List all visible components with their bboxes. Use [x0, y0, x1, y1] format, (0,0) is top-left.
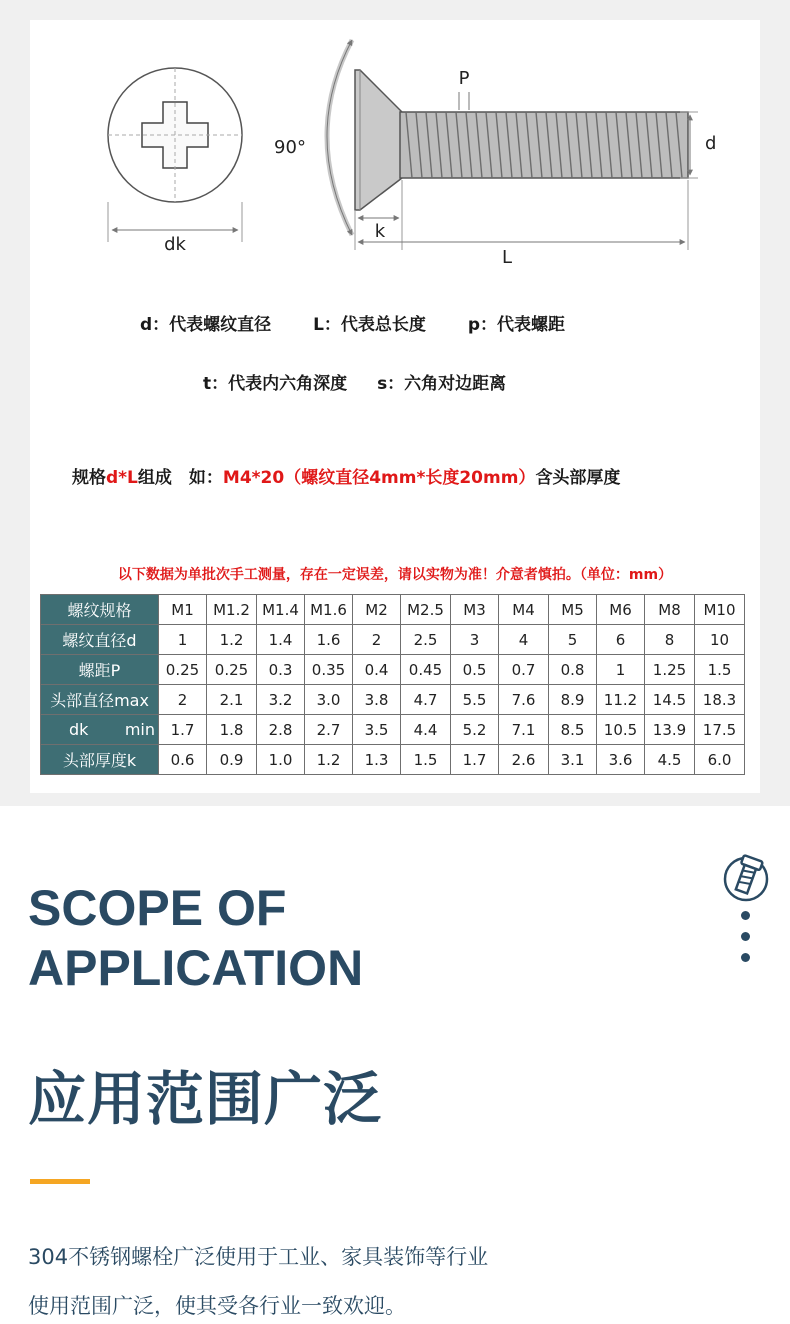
table-cell: 5.5 [451, 685, 499, 715]
table-cell: 8 [645, 625, 695, 655]
dk-label: dk [164, 234, 186, 255]
table-cell: 0.8 [549, 655, 597, 685]
dot-icon [741, 911, 750, 920]
table-row [41, 745, 745, 775]
table-size-cell: M5 [549, 595, 597, 625]
table-cell: 1 [159, 625, 207, 655]
table-size-cell: M8 [645, 595, 695, 625]
d-label: d [705, 133, 717, 154]
table-cell: 2.8 [257, 715, 305, 745]
table-row [41, 715, 745, 745]
k-label: k [374, 221, 386, 242]
table-cell: 1 [597, 655, 645, 685]
table-row-label: 螺纹直径d [41, 625, 159, 655]
legend-spec-tail: 含头部厚度 [535, 468, 621, 488]
table-cell: 6.0 [695, 745, 745, 775]
screw-side-view [355, 70, 688, 210]
table-cell: 11.2 [597, 685, 645, 715]
table-cell: 0.3 [257, 655, 305, 685]
table-cell: 0.6 [159, 745, 207, 775]
scope-title-line-2: APPLICATION [28, 940, 364, 996]
table-cell: 0.35 [305, 655, 353, 685]
table-cell: 10 [695, 625, 745, 655]
table-cell: 0.4 [353, 655, 401, 685]
table-cell: 3.5 [353, 715, 401, 745]
bolt-icon [722, 852, 770, 902]
spec-table [40, 594, 745, 775]
table-size-cell: M3 [451, 595, 499, 625]
table-cell: 0.25 [207, 655, 257, 685]
legend-d: d：代表螺纹直径 [140, 315, 272, 335]
legend-p: p：代表螺距 [467, 315, 566, 335]
table-cell: 4.5 [645, 745, 695, 775]
table-cell: 5 [549, 625, 597, 655]
table-cell: 17.5 [695, 715, 745, 745]
table-row-label [41, 715, 159, 745]
table-cell: 1.2 [305, 745, 353, 775]
table-header-row [41, 595, 745, 625]
legend-line-2 [203, 369, 506, 394]
table-cell: 2 [159, 685, 207, 715]
table-cell: 6 [597, 625, 645, 655]
table-cell: 0.25 [159, 655, 207, 685]
table-cell: 8.9 [549, 685, 597, 715]
table-cell: 4 [499, 625, 549, 655]
table-cell: 2 [353, 625, 401, 655]
table-row-label: 头部直径max [41, 685, 159, 715]
table-cell: 1.8 [207, 715, 257, 745]
table-cell: 1.7 [451, 745, 499, 775]
table-cell: 3.1 [549, 745, 597, 775]
l-label: L [501, 247, 513, 268]
table-cell: 1.5 [401, 745, 451, 775]
legend-spec-prefix: 规格 [72, 468, 106, 488]
table-cell: 1.5 [695, 655, 745, 685]
table-cell: 3 [451, 625, 499, 655]
table-header-label: 螺纹规格 [41, 595, 159, 625]
table-cell: 2.1 [207, 685, 257, 715]
table-cell: 2.5 [401, 625, 451, 655]
table-cell: 7.6 [499, 685, 549, 715]
angle-label: 90° [274, 137, 306, 158]
dk-row-label: dk [69, 720, 89, 739]
table-cell: 13.9 [645, 715, 695, 745]
table-row [41, 625, 745, 655]
table-row-label: 螺距P [41, 655, 159, 685]
table-cell: 3.8 [353, 685, 401, 715]
legend-line-1 [140, 310, 565, 335]
dot-icon [741, 932, 750, 941]
table-cell: 0.9 [207, 745, 257, 775]
description-line-1: 304不锈钢螺栓广泛使用于工业、家具装饰等行业 [28, 1245, 489, 1269]
p-label: P [458, 68, 470, 89]
table-cell: 7.1 [499, 715, 549, 745]
table-cell: 0.45 [401, 655, 451, 685]
spec-panel [30, 20, 760, 793]
table-cell: 3.6 [597, 745, 645, 775]
legend-l: L：代表总长度 [313, 315, 426, 335]
table-size-cell: M6 [597, 595, 645, 625]
table-cell: 10.5 [597, 715, 645, 745]
legend-s: s：六角对边距离 [377, 374, 507, 394]
accent-bar [30, 1179, 90, 1184]
legend-spec-suffix: 组成 如： [137, 468, 223, 488]
legend-spec-dl: d*L [106, 468, 138, 488]
table-row [41, 655, 745, 685]
table-size-cell: M1.4 [257, 595, 305, 625]
legend-spec-example: M4*20（螺纹直径4mm*长度20mm） [222, 468, 536, 488]
table-cell: 0.5 [451, 655, 499, 685]
table-size-cell: M4 [499, 595, 549, 625]
table-cell: 1.4 [257, 625, 305, 655]
dot-icon [741, 953, 750, 962]
table-size-cell: M1 [159, 595, 207, 625]
table-cell: 1.0 [257, 745, 305, 775]
table-size-cell: M2 [353, 595, 401, 625]
table-cell: 0.7 [499, 655, 549, 685]
scope-title-line-1: SCOPE OF [28, 880, 287, 936]
table-cell: 2.7 [305, 715, 353, 745]
screw-head-top-view [108, 68, 242, 255]
description-line-2: 使用范围广泛，使其受各行业一致欢迎。 [28, 1294, 406, 1318]
table-cell: 3.2 [257, 685, 305, 715]
table-size-cell: M2.5 [401, 595, 451, 625]
min-row-label: min [124, 720, 155, 739]
table-size-cell: M1.6 [305, 595, 353, 625]
cn-title: 应用范围广泛 [28, 1065, 383, 1133]
table-cell: 1.3 [353, 745, 401, 775]
legend-t: t：代表内六角深度 [203, 374, 348, 394]
table-cell: 1.6 [305, 625, 353, 655]
table-cell: 1.2 [207, 625, 257, 655]
table-row-label: 头部厚度k [41, 745, 159, 775]
table-cell: 14.5 [645, 685, 695, 715]
table-size-cell: M1.2 [207, 595, 257, 625]
legend-line-3 [72, 463, 620, 488]
table-size-cell: M10 [695, 595, 745, 625]
table-cell: 18.3 [695, 685, 745, 715]
table-cell: 1.25 [645, 655, 695, 685]
measurement-warning: 以下数据为单批次手工测量，存在一定误差，请以实物为准！介意者慎拍。（单位：mm） [117, 567, 673, 583]
scope-title [28, 878, 363, 998]
table-cell: 5.2 [451, 715, 499, 745]
table-cell: 2.6 [499, 745, 549, 775]
angle-indicator [274, 40, 352, 235]
table-cell: 4.7 [401, 685, 451, 715]
table-cell: 3.0 [305, 685, 353, 715]
table-cell: 1.7 [159, 715, 207, 745]
screw-diagram [30, 20, 760, 310]
table-cell: 8.5 [549, 715, 597, 745]
table-cell: 4.4 [401, 715, 451, 745]
table-row [41, 685, 745, 715]
